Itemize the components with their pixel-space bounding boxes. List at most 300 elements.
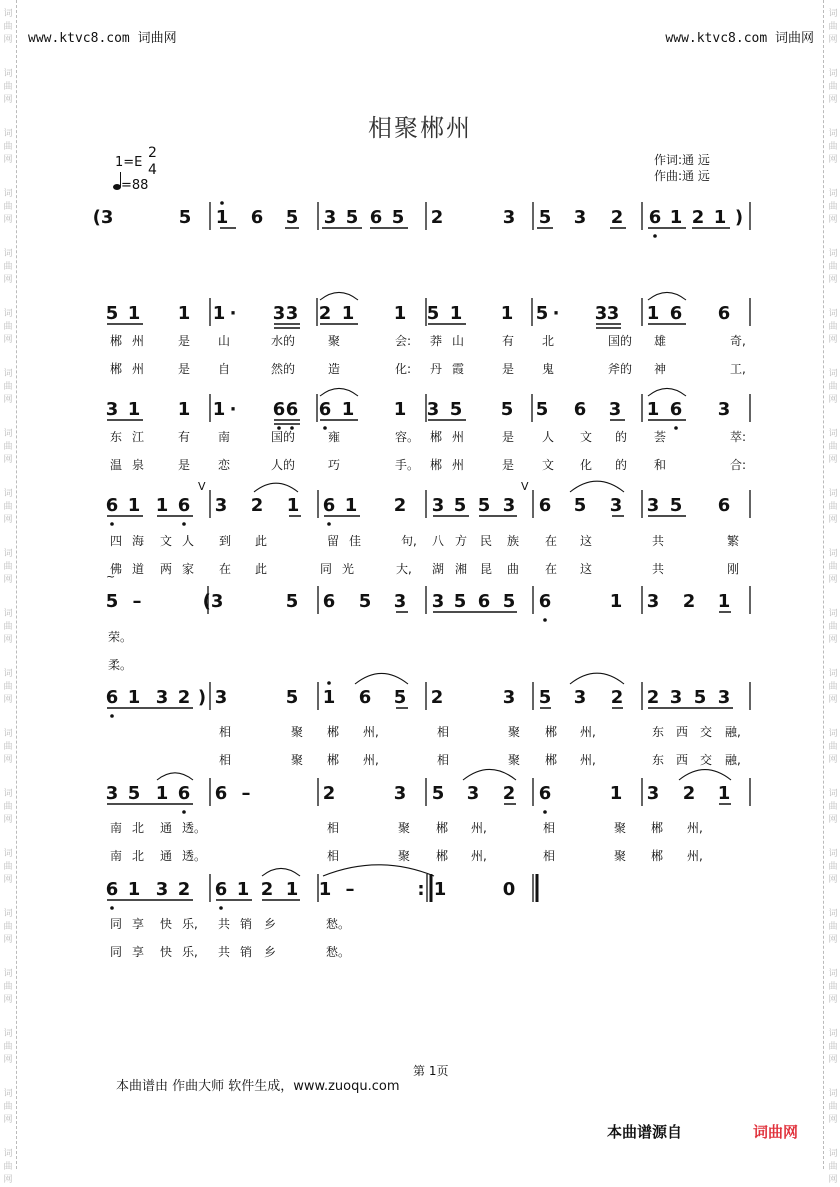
score-note: 6 — [369, 207, 383, 228]
lyric-word: 在 — [219, 562, 232, 576]
lyric-word: 留 — [327, 534, 340, 548]
low-octave-dot — [110, 714, 114, 718]
score-note: 6 — [322, 591, 336, 612]
lyric-word: 快 — [160, 945, 173, 959]
score-note: 3 — [285, 303, 299, 324]
score-note: 2 — [177, 879, 191, 900]
lyric-word: 国的 — [271, 430, 296, 444]
lyric-word: 文 — [542, 458, 555, 472]
slur-tie — [320, 292, 358, 300]
watermark-glyphs: 词 曲 网 — [3, 1089, 13, 1125]
watermark-glyphs: 词 曲 网 — [828, 969, 838, 1005]
score-note: 2 — [260, 879, 274, 900]
slur-tie — [254, 483, 298, 492]
lyric-word: 州, — [580, 725, 596, 739]
score-note: 1 — [127, 879, 141, 900]
slur-tie — [262, 868, 300, 876]
lyric-word: 和 — [654, 458, 667, 472]
lyric-word: 州 — [132, 334, 145, 348]
lyric-word: 相 — [327, 849, 340, 863]
score-note: 3 — [502, 207, 516, 228]
lyric-word: 东 — [652, 753, 665, 767]
low-octave-dot — [323, 426, 327, 430]
software-credit: 本曲谱由 作曲大师 软件生成，www.zuoqu.com — [116, 1079, 400, 1094]
score-note: – — [345, 879, 355, 900]
lyric-word: 州, — [363, 725, 379, 739]
lyric-word: 文 — [160, 534, 173, 548]
lyric-word: 相 — [327, 821, 340, 835]
score-note: 3 — [155, 687, 169, 708]
lyric-word: 乐, — [182, 917, 198, 931]
source-label: 本曲谱源自 — [607, 1123, 683, 1141]
lyric-word: 相 — [437, 725, 450, 739]
score-note: 3 — [646, 495, 660, 516]
lyric-word: 郴 — [430, 458, 443, 472]
lyric-word: 神 — [654, 362, 667, 376]
score-note: 3 — [608, 399, 622, 420]
low-octave-dot — [182, 522, 186, 526]
lyric-word: 东 — [652, 725, 665, 739]
score-note: 3 — [426, 399, 440, 420]
score-note: 5 — [431, 783, 445, 804]
score-note: 5 — [502, 591, 516, 612]
lyric-word: 愁。 — [326, 917, 351, 931]
lyric-word: 道 — [132, 562, 145, 576]
watermark-glyphs: 词 曲 网 — [828, 1149, 838, 1185]
lyric-word: 大, — [396, 562, 412, 576]
score-note: · — [229, 303, 237, 324]
lyric-word: 合: — [730, 458, 747, 472]
lyric-word: 聚 — [508, 753, 521, 767]
score-note: 3 — [105, 783, 119, 804]
score-note: 2 — [610, 687, 624, 708]
score-note: 1 — [127, 399, 141, 420]
lyric-word: 萃: — [730, 430, 747, 444]
score-note: 1 — [236, 879, 250, 900]
lyric-word: 莽 — [430, 334, 443, 348]
lyric-word: 州, — [580, 753, 596, 767]
score-note: 3 — [214, 495, 228, 516]
lyric-word: 融, — [725, 753, 741, 767]
lyric-word: 荟 — [654, 430, 667, 444]
page-number: 第 1页 — [413, 1064, 449, 1078]
score-note: 6 — [648, 207, 662, 228]
score-note: 6 — [250, 207, 264, 228]
lyric-word: 在 — [545, 562, 558, 576]
lyric-word: 郴 — [436, 821, 449, 835]
song-title: 相聚郴州 — [368, 114, 472, 142]
score-note: 6 — [272, 399, 286, 420]
score-note: 1 — [341, 303, 355, 324]
lyric-word: 自 — [218, 362, 231, 376]
lyric-word: 共 — [218, 917, 231, 931]
score-note: 3 — [609, 495, 623, 516]
lyric-word: 佛 — [110, 562, 123, 576]
lyric-word: 销 — [240, 917, 253, 931]
lyric-word: 到 — [219, 534, 232, 548]
lyric-word: 同 — [110, 945, 123, 959]
score-note: 5 — [393, 687, 407, 708]
lyric-word: 州, — [687, 821, 703, 835]
score-note: : — [417, 879, 425, 900]
lyric-word: 人 — [182, 534, 195, 548]
lyric-word: 享 — [132, 917, 145, 931]
score-note: 2 — [646, 687, 660, 708]
score-note: 5 — [285, 687, 299, 708]
score-note: 6 — [285, 399, 299, 420]
score-note: 5 — [538, 687, 552, 708]
slur-tie — [679, 770, 731, 780]
score-note: 5 — [285, 207, 299, 228]
lyric-word: 水的 — [271, 334, 296, 348]
watermark-glyphs: 词 曲 网 — [3, 429, 13, 465]
score-note: 1 — [646, 399, 660, 420]
lyric-word: 东 — [110, 430, 123, 444]
watermark-glyphs: 词 曲 网 — [3, 249, 13, 285]
lyric-word: 相 — [543, 849, 556, 863]
score-note: 3 — [717, 687, 731, 708]
lyric-word: 江 — [132, 430, 145, 444]
lyric-word: 丹 — [430, 362, 443, 376]
score-note: 2 — [177, 687, 191, 708]
watermark-glyphs: 词 曲 网 — [3, 1149, 13, 1185]
lyric-word: 海 — [132, 534, 145, 548]
lyric-word: 聚 — [291, 725, 304, 739]
watermark-glyphs: 词 曲 网 — [3, 489, 13, 525]
lyric-word: 恋 — [218, 458, 231, 472]
lyric-word: 聚 — [328, 334, 341, 348]
slur-tie — [323, 865, 434, 876]
lyric-word: 郴 — [545, 753, 558, 767]
score-note: 2 — [682, 783, 696, 804]
lyric-word: 在 — [545, 534, 558, 548]
lyric-word: 北 — [542, 334, 555, 348]
score-note: ) — [734, 207, 744, 228]
watermark-glyphs: 词 曲 网 — [828, 189, 838, 225]
score-note: 5 — [285, 591, 299, 612]
score-note: 3 — [393, 591, 407, 612]
lyric-word: 族 — [507, 534, 520, 548]
lyric-word: 人的 — [271, 458, 296, 472]
brand-logo[interactable]: 词曲网 — [753, 1123, 799, 1141]
watermark-glyphs: 词 曲 网 — [828, 549, 838, 585]
watermark-glyphs: 词 曲 网 — [3, 969, 13, 1005]
lyric-word: 北 — [132, 849, 145, 863]
score-note: 3 — [717, 399, 731, 420]
low-octave-dot — [182, 810, 186, 814]
watermark-glyphs: 词 曲 网 — [3, 369, 13, 405]
score-note: 2 — [393, 495, 407, 516]
lyric-word: 光 — [342, 562, 355, 576]
lyric-word: 聚 — [614, 821, 627, 835]
lyric-word: 温 — [110, 458, 123, 472]
lyric-word: 容。 — [395, 430, 420, 444]
score-note: 5 — [449, 399, 463, 420]
score-note: 1 — [646, 303, 660, 324]
site-url-right[interactable]: www.ktvc8.com 词曲网 — [665, 31, 814, 46]
high-octave-dot — [327, 681, 331, 685]
lyric-word: 奇, — [730, 334, 746, 348]
lyric-word: 荣。 — [108, 630, 133, 644]
score-note: 3 — [431, 591, 445, 612]
score-note: 6 — [477, 591, 491, 612]
low-octave-dot — [327, 522, 331, 526]
lyric-word: 交 — [700, 753, 713, 767]
lyric-word: 佳 — [349, 534, 362, 548]
score-note: 3 — [594, 303, 608, 324]
score-note: 3 — [502, 687, 516, 708]
score-note: 1 — [286, 495, 300, 516]
lyric-word: 家 — [182, 562, 195, 576]
lyric-word: 雄 — [654, 334, 667, 348]
lyric-word: 有 — [502, 334, 515, 348]
score-note: 5 — [127, 783, 141, 804]
lyric-word: 西 — [676, 725, 689, 739]
lyric-word: 山 — [452, 334, 465, 348]
score-note: 6 — [105, 687, 119, 708]
low-octave-dot — [110, 906, 114, 910]
slur-tie — [157, 773, 193, 780]
lyric-word: 州, — [687, 849, 703, 863]
lyric-word: 是 — [502, 458, 515, 472]
lyric-word: 是 — [502, 430, 515, 444]
lyric-word: 人 — [542, 430, 555, 444]
score-note: 1 — [212, 399, 226, 420]
lyric-word: 曲 — [507, 562, 520, 576]
score-note: 5 — [500, 399, 514, 420]
score-note: 6 — [105, 495, 119, 516]
lyric-word: 泉 — [132, 458, 145, 472]
score-note: 3 — [105, 399, 119, 420]
lyric-word: 聚 — [398, 821, 411, 835]
score-note: 1 — [212, 303, 226, 324]
lyric-word: 郴 — [327, 753, 340, 767]
breath-mark: V — [521, 480, 529, 493]
watermark-glyphs: 词 曲 网 — [3, 1029, 13, 1065]
lyric-word: 郴 — [327, 725, 340, 739]
lyric-word: 的 — [615, 430, 628, 444]
lyric-word: 方 — [455, 534, 468, 548]
watermark-glyphs: 词 曲 网 — [828, 729, 838, 765]
score-note: 3 — [393, 783, 407, 804]
lyric-word: 郴 — [651, 849, 664, 863]
score-note: 2 — [691, 207, 705, 228]
score-note: 3 — [272, 303, 286, 324]
score-note: 1 — [669, 207, 683, 228]
score-note: (3 — [92, 207, 114, 228]
lyric-word: 聚 — [398, 849, 411, 863]
score-note: 3 — [646, 591, 660, 612]
watermark-glyphs: 词 曲 网 — [3, 9, 13, 45]
lyric-word: 雍 — [328, 430, 341, 444]
lyric-word: 斧的 — [608, 362, 633, 376]
site-url-left[interactable]: www.ktvc8.com 词曲网 — [28, 31, 177, 46]
score-note: ) — [197, 687, 207, 708]
watermark-glyphs: 词 曲 网 — [3, 909, 13, 945]
score-note: 1 — [341, 399, 355, 420]
score-note: 5 — [105, 591, 119, 612]
score-note: 2 — [322, 783, 336, 804]
score-note: · — [229, 399, 237, 420]
lyric-word: 鬼 — [542, 362, 555, 376]
score-note: 1 — [215, 207, 229, 228]
lyric-word: 南 — [110, 821, 123, 835]
score-note: 1 — [717, 783, 731, 804]
score-note: 3 — [214, 687, 228, 708]
score-note: 1 — [713, 207, 727, 228]
score-note: 6 — [322, 495, 336, 516]
slur-tie — [570, 673, 624, 684]
lyric-word: 州 — [452, 430, 465, 444]
score-note: 5 — [573, 495, 587, 516]
watermark-glyphs: 词 曲 网 — [828, 9, 838, 45]
score-note: 2 — [502, 783, 516, 804]
score-note: 6 — [177, 495, 191, 516]
lyric-word: 是 — [178, 362, 191, 376]
score-note: 0 — [502, 879, 516, 900]
score-note: 6 — [105, 879, 119, 900]
lyric-word: 快 — [160, 917, 173, 931]
watermark-glyphs: 词 曲 网 — [828, 249, 838, 285]
score-note: 5 — [426, 303, 440, 324]
watermark-glyphs: 词 曲 网 — [828, 609, 838, 645]
lyric-word: 霞 — [452, 362, 465, 376]
lyric-word: 乡 — [264, 945, 277, 959]
lyric-word: 相 — [437, 753, 450, 767]
lyric-word: 化 — [580, 458, 593, 472]
score-note: – — [241, 783, 251, 804]
lyric-word: 州, — [363, 753, 379, 767]
lyric-word: 这 — [580, 534, 593, 548]
lyric-word: 共 — [652, 534, 665, 548]
lyric-word: 民 — [480, 534, 493, 548]
lyric-word: 繁 — [727, 534, 740, 548]
score-note: 5 — [453, 591, 467, 612]
time-numerator: 2 — [148, 145, 157, 161]
lyric-word: 相 — [219, 753, 232, 767]
watermark-glyphs: 词 曲 网 — [828, 309, 838, 345]
score-note: 1 — [609, 591, 623, 612]
lyric-word: 两 — [160, 562, 173, 576]
lyric-word: 此 — [255, 534, 268, 548]
score-note: 5 — [535, 399, 549, 420]
score-note: 1 — [393, 303, 407, 324]
tempo-value: =88 — [121, 178, 149, 193]
lyric-word: 刚 — [727, 562, 740, 576]
lyric-word: 融, — [725, 725, 741, 739]
score-note: 2 — [250, 495, 264, 516]
score-note: 6 — [538, 783, 552, 804]
lyric-word: 湘 — [455, 562, 468, 576]
lyric-word: 此 — [255, 562, 268, 576]
low-octave-dot — [110, 522, 114, 526]
lyric-word: 八 — [432, 534, 445, 548]
lyric-word: 通 — [160, 821, 173, 835]
lyric-word: 湖 — [432, 562, 445, 576]
score-note: 5 — [669, 495, 683, 516]
lyric-word: 州 — [452, 458, 465, 472]
lyric-word: 共 — [652, 562, 665, 576]
score-note: 3 — [431, 495, 445, 516]
lyric-word: 昆 — [480, 562, 493, 576]
lyric-word: 州 — [132, 362, 145, 376]
score-note: 5 — [358, 591, 372, 612]
lyric-word: 同 — [320, 562, 333, 576]
score-note: · — [552, 303, 560, 324]
watermark-glyphs: 词 曲 网 — [828, 909, 838, 945]
lyric-word: 郴 — [430, 430, 443, 444]
lyric-word: 共 — [218, 945, 231, 959]
score-note: (3 — [202, 591, 224, 612]
lyric-word: 乡 — [264, 917, 277, 931]
breath-mark: V — [198, 480, 206, 493]
score-note: 1 — [344, 495, 358, 516]
watermark-glyphs: 词 曲 网 — [828, 69, 838, 105]
lyric-word: 交 — [700, 725, 713, 739]
score-note: 1 — [177, 303, 191, 324]
lyric-word: 手。 — [395, 458, 420, 472]
slur-tie — [570, 481, 624, 492]
lyric-word: 相 — [543, 821, 556, 835]
watermark-glyphs: 词 曲 网 — [828, 1089, 838, 1125]
lyric-word: 聚 — [291, 753, 304, 767]
score-note: 6 — [669, 303, 683, 324]
score-note: 1 — [433, 879, 447, 900]
score-note: 3 — [573, 207, 587, 228]
low-octave-dot — [674, 426, 678, 430]
score-note: 6 — [717, 303, 731, 324]
score-note: 1 — [127, 303, 141, 324]
watermark-glyphs: 词 曲 网 — [828, 129, 838, 165]
watermark-glyphs: 词 曲 网 — [828, 849, 838, 885]
score-note: 6 — [318, 399, 332, 420]
watermark-glyphs: 词 曲 网 — [3, 549, 13, 585]
lyric-word: 是 — [178, 334, 191, 348]
lyric-word: 聚 — [508, 725, 521, 739]
score-note: – — [132, 591, 142, 612]
score-note: 5 — [105, 303, 119, 324]
score-note: 3 — [155, 879, 169, 900]
lyric-word: 四 — [110, 534, 123, 548]
lyric-word: 是 — [502, 362, 515, 376]
score-note: 1 — [449, 303, 463, 324]
score-note: 1 — [609, 783, 623, 804]
score-note: 3 — [466, 783, 480, 804]
watermark-glyphs: 词 曲 网 — [828, 429, 838, 465]
watermark-glyphs: 词 曲 网 — [828, 669, 838, 705]
score-note: 5 — [477, 495, 491, 516]
lyric-word: 工, — [730, 362, 746, 376]
score-note: 5 — [345, 207, 359, 228]
lyric-word: 句, — [401, 534, 417, 548]
lyric-word: 的 — [615, 458, 628, 472]
score-note: 2 — [430, 687, 444, 708]
score-note: 6 — [669, 399, 683, 420]
lyric-word: 透。 — [182, 821, 207, 835]
score-note: 6 — [538, 591, 552, 612]
score-note: 1 — [127, 687, 141, 708]
score-note: 6 — [214, 783, 228, 804]
score-note: 2 — [682, 591, 696, 612]
lyric-word: 西 — [676, 753, 689, 767]
score-note: 1 — [322, 687, 336, 708]
score-note: 5 — [453, 495, 467, 516]
watermark-glyphs: 词 曲 网 — [3, 729, 13, 765]
lyric-word: 郴 — [651, 821, 664, 835]
lyric-word: 化: — [395, 362, 412, 376]
score-note: 5 — [693, 687, 707, 708]
slur-tie — [355, 673, 408, 684]
